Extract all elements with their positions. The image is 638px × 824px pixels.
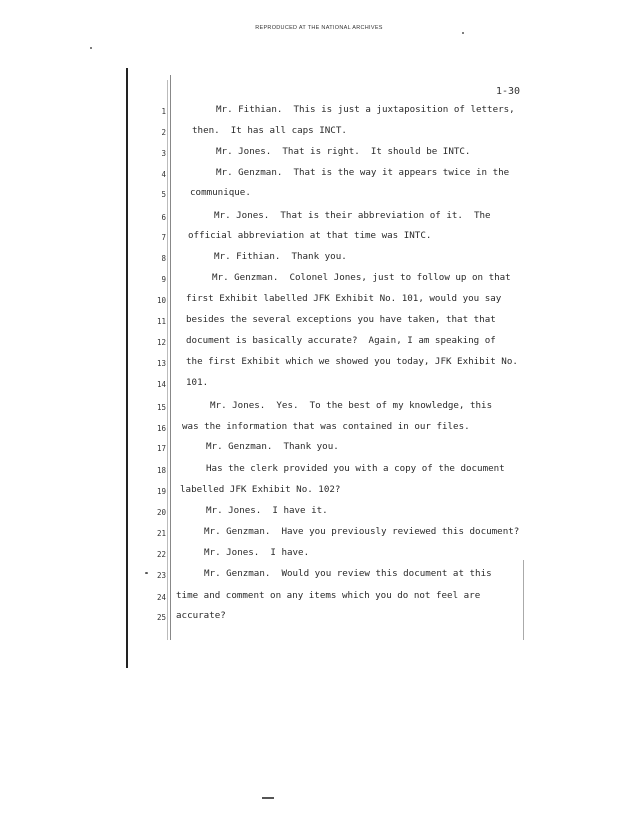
transcript-line [0,293,638,307]
line-text: Mr. Fithian. Thank you. [214,251,347,262]
line-text: Mr. Fithian. This is just a juxtaposition of letters, [216,104,515,115]
line-text: labelled JFK Exhibit No. 102? [180,484,341,495]
line-text: first Exhibit labelled JFK Exhibit No. 101, would you say [186,293,502,304]
transcript-line [0,210,638,224]
line-text: Mr. Genzman. That is the way it appears twice in the [216,167,510,178]
scan-speck [462,32,464,34]
archive-stamp: REPRODUCED AT THE NATIONAL ARCHIVES [255,25,383,31]
line-number: 23 [156,571,166,580]
line-number: 19 [156,487,166,496]
line-number: 8 [161,254,166,263]
line-number: 4 [161,170,166,179]
line-number: 18 [156,466,166,475]
page-number: 1-30 [496,86,521,97]
line-number: 10 [156,296,166,305]
line-text: Has the clerk provided you with a copy of the document [206,463,505,474]
line-text: time and comment on any items which you do not feel are [176,590,481,601]
line-text: communique. [190,187,251,198]
line-number: 22 [156,550,166,559]
line-text: 101. [186,377,209,388]
line-number: 15 [156,403,166,412]
line-text: Mr. Genzman. Have you previously reviewed this document? [204,526,520,537]
line-number: 6 [161,213,166,222]
transcript-line [0,526,638,540]
transcript-line [0,251,638,265]
transcript-line [0,484,638,498]
line-number: 24 [156,593,166,602]
line-text: official abbreviation at that time was INTC. [188,230,432,241]
transcript-line [0,356,638,370]
transcript-line [0,400,638,414]
transcript-line [0,187,638,201]
transcript-line [0,610,638,624]
line-text: Mr. Jones. That is their abbreviation of it. The [214,210,491,221]
line-text: was the information that was contained in our files. [182,421,470,432]
line-text: Mr. Genzman. Thank you. [206,441,339,452]
line-text: accurate? [176,610,226,621]
transcript-line [0,590,638,604]
transcript-line [0,547,638,561]
line-number: 25 [156,613,166,622]
transcript-line [0,167,638,181]
transcript-line [0,314,638,328]
line-number: 20 [156,508,166,517]
line-number: 3 [161,149,166,158]
transcript-line [0,505,638,519]
line-text: then. It has all caps INCT. [192,125,347,136]
line-number: 5 [161,190,166,199]
line-text: Mr. Genzman. Would you review this document at this [204,568,492,579]
line-number: 14 [156,380,166,389]
transcript-line [0,272,638,286]
line-text: Mr. Genzman. Colonel Jones, just to follow up on that [212,272,511,283]
scan-speck [90,47,92,49]
transcript-line [0,146,638,160]
line-number: 9 [161,275,166,284]
line-number: 17 [156,444,166,453]
line-text: document is basically accurate? Again, I am speaking of [186,335,496,346]
line-number: 1 [161,107,166,116]
footer-smudge [262,797,274,799]
transcript-line [0,568,638,582]
line-number: 7 [161,233,166,242]
transcript-line [0,125,638,139]
line-text: Mr. Jones. I have. [204,547,310,558]
transcript-line [0,104,638,118]
line-number: 11 [156,317,166,326]
line-text: besides the several exceptions you have taken, that that [186,314,496,325]
transcript-line [0,230,638,244]
line-text: Mr. Jones. That is right. It should be INTC. [216,146,471,157]
line-text: the first Exhibit which we showed you today, JFK Exhibit No. [186,356,518,367]
line-text: Mr. Jones. Yes. To the best of my knowledge, this [210,400,493,411]
line-number: 21 [156,529,166,538]
transcript-line [0,377,638,391]
line-text: Mr. Jones. I have it. [206,505,328,516]
transcript-line [0,335,638,349]
transcript-line [0,463,638,477]
transcript-line [0,421,638,435]
line-number: 16 [156,424,166,433]
line-number: 13 [156,359,166,368]
line-number: 12 [156,338,166,347]
line-number: 2 [161,128,166,137]
transcript-line [0,441,638,455]
